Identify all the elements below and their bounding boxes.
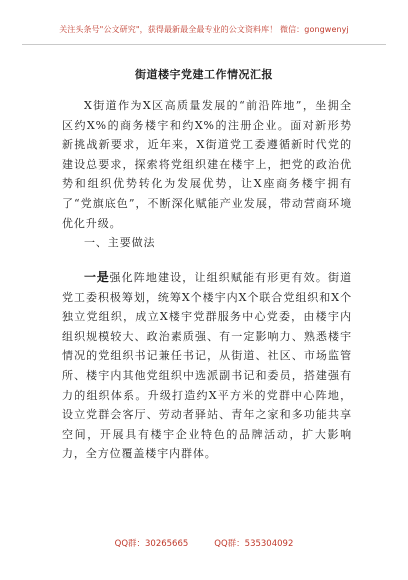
footer-qq-group-2: QQ群：535304092 <box>214 539 294 549</box>
footer-contacts <box>0 537 408 549</box>
paragraph-measure-1 <box>62 268 352 464</box>
paragraph-body: 强化阵地建设，让组织赋能有形更有效。街道党工委积极筹划，统筹X个楼宇内X个联合党组织和X个独立党组织，成立X楼宇党群服务中心党委，由楼宇内组织规模较大、政治素质强、有一定影响力、熟悉楼宇情况的党组织书记兼任书记，从街道、社区、市场监管所、楼宇内其他党组织中选派副书记和委员，搭建强有力的组织体系。升级打造约X平方米的党群中心阵地，设立党群会客厅、劳动者驿站、青年之家和多功能共享空间，开展具有楼宇企业特色的品牌活动，扩大影响力，全方位覆盖楼宇内群体。 <box>62 271 352 461</box>
footer-qq-group-1: QQ群：30265665 <box>114 539 189 549</box>
paragraph-lead: 一是 <box>84 270 110 284</box>
header-banner: 关注头条号"公文研究"，获得最新最全最专业的公文资料库！ 微信：gongwenyj <box>59 25 349 34</box>
section-heading: 一、主要做法 <box>84 236 156 249</box>
paragraph-intro: X街道作为X区高质量发展的“前沿阵地”，坐拥全区约X%的商务楼宇和约X%的注册企业。面对新形势新挑战新要求，近年来，X街道党工委遵循新时代党的建设总要求，探索将党组织建在楼宇上，把党的政治优势和组织优势转化为发展优势，让X座商务楼宇拥有了“党旗底色”，不断深化赋能产业发展，带动营商环境优化升级。 <box>62 99 352 230</box>
header-divider <box>22 44 386 45</box>
document-title: 街道楼宇党建工作情况汇报 <box>135 68 273 81</box>
